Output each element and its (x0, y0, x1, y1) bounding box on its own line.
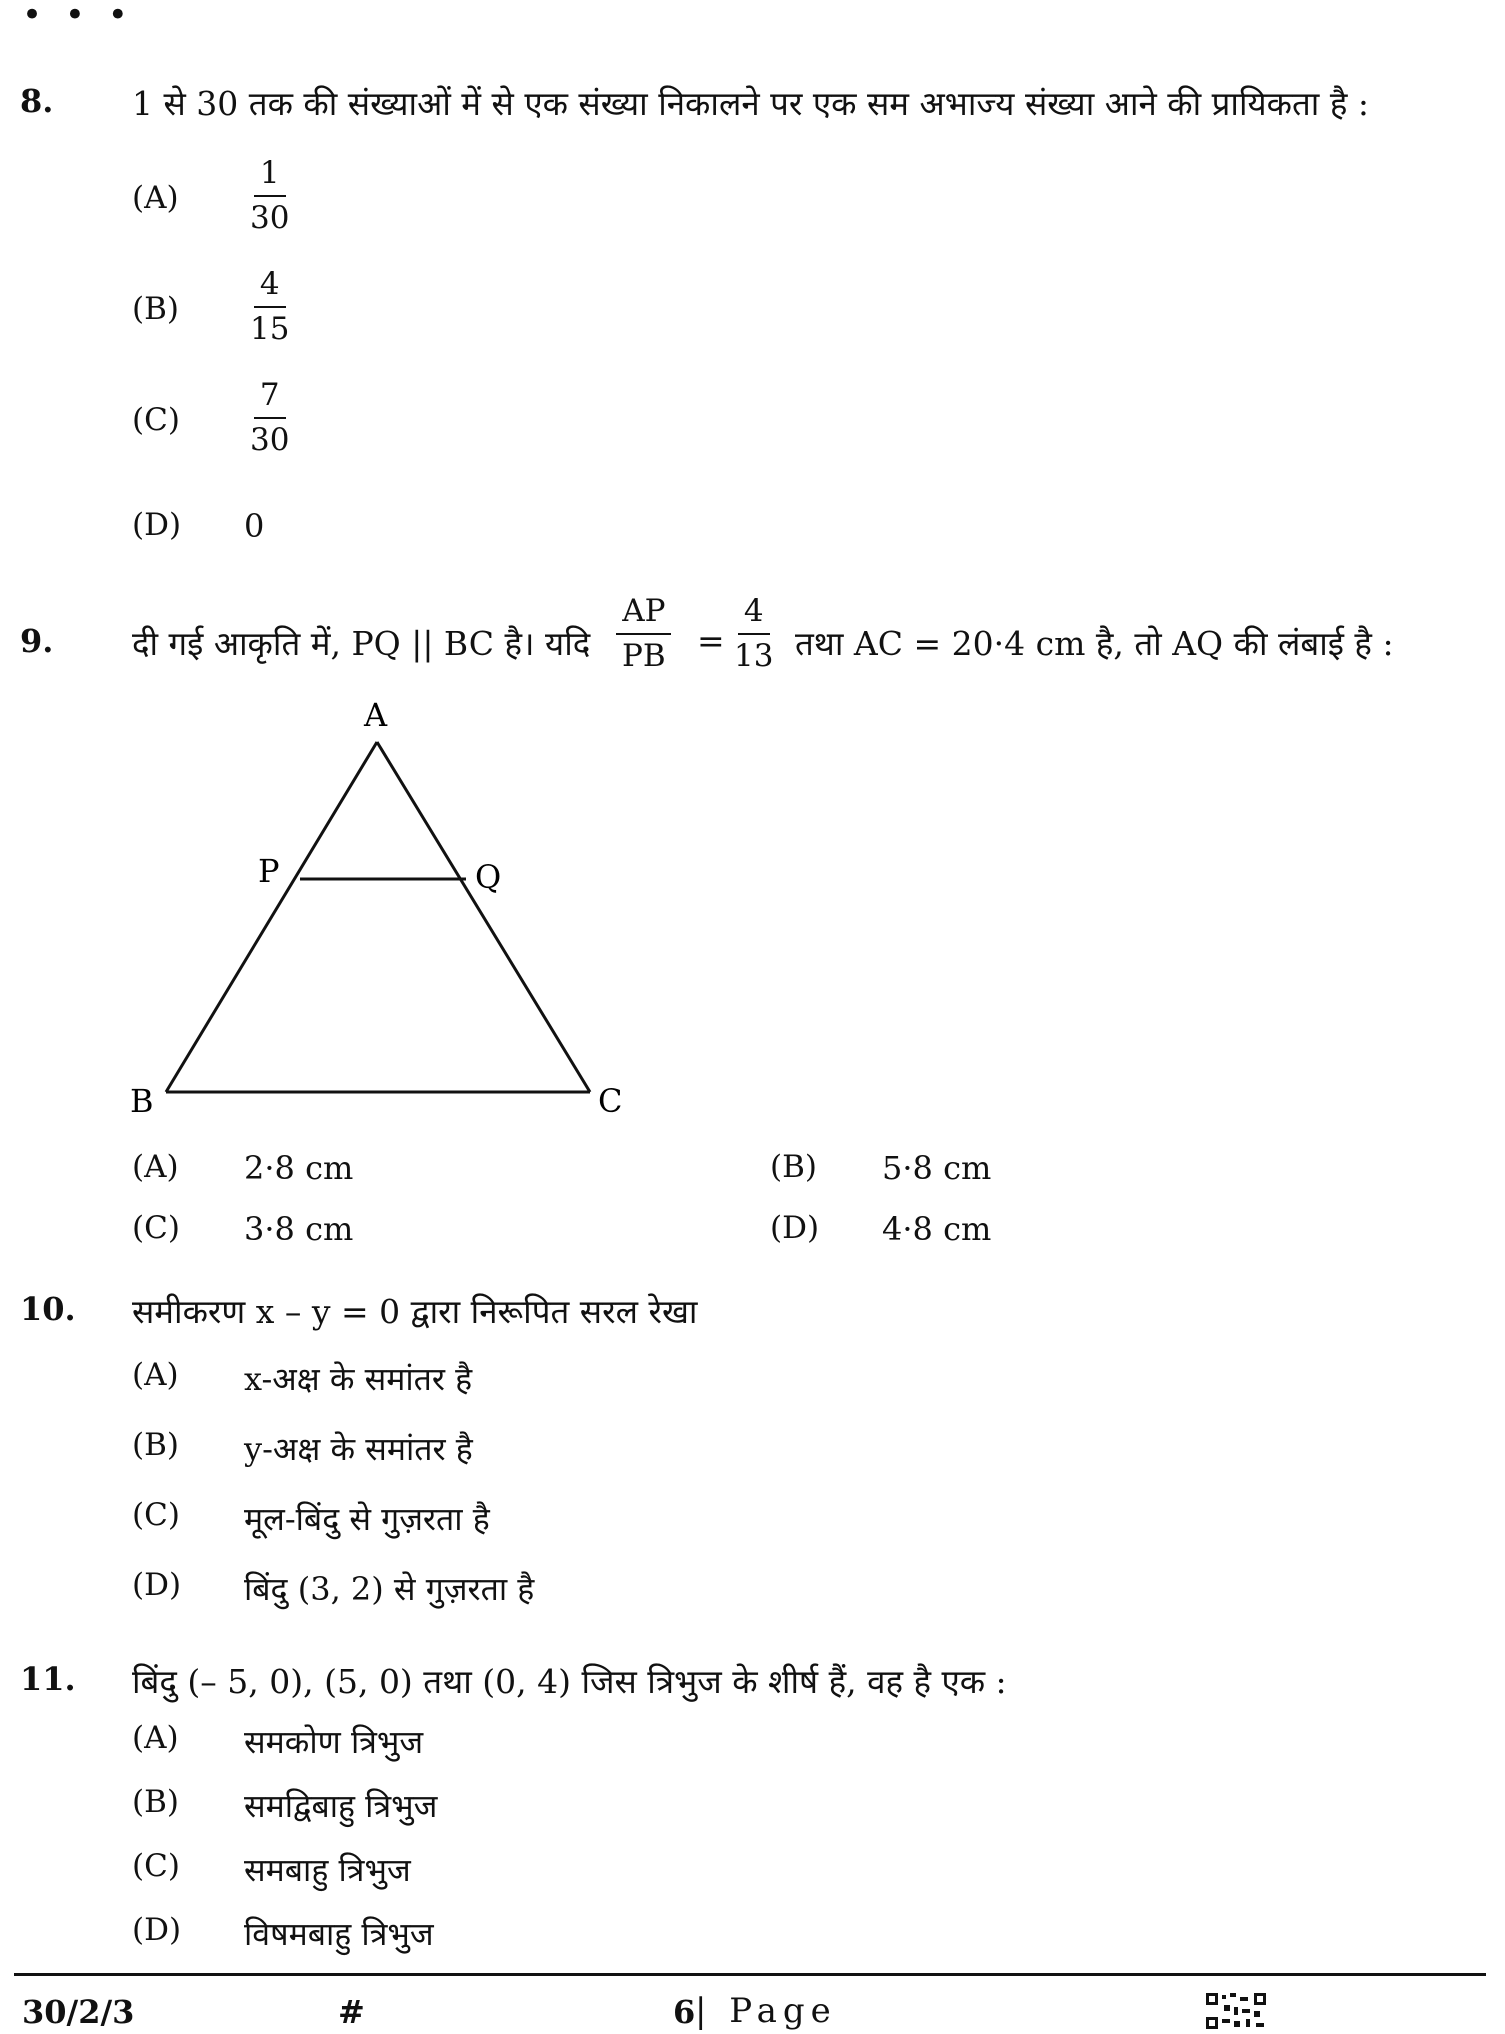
q8-option-b-label: (B) (132, 291, 179, 327)
q9-option-d-value: 4·8 cm (882, 1210, 992, 1248)
footer-paper-code: 30/2/3 (22, 1993, 135, 2031)
footer-hash: # (338, 1993, 365, 2031)
q8-option-a-label: (A) (132, 180, 179, 216)
question-10-text: समीकरण x – y = 0 द्वारा निरूपित सरल रेखा (132, 1292, 698, 1331)
q11-option-c-label: (C) (132, 1848, 180, 1884)
q8-option-d-label: (D) (132, 507, 182, 543)
question-11-number: 11. (20, 1660, 76, 1698)
side-ac (377, 742, 590, 1092)
q8-option-b-numerator: 4 (254, 269, 286, 308)
q11-option-d-label: (D) (132, 1912, 182, 1948)
side-ab (166, 742, 377, 1092)
q10-option-a-value: x-अक्ष के समांतर है (244, 1360, 473, 1398)
question-8-text: 1 से 30 तक की संख्याओं में से एक संख्या निकालने पर एक सम अभाज्य संख्या आने की प्रायिकता है : (132, 84, 1369, 123)
q9-ratio-numerator: AP (616, 596, 671, 635)
q8-option-c-label: (C) (132, 402, 180, 438)
q9-option-a-value: 2·8 cm (244, 1149, 354, 1187)
q8-option-c-numerator: 7 (254, 380, 286, 419)
q9-option-b-label: (B) (770, 1149, 817, 1185)
q11-option-b-label: (B) (132, 1784, 179, 1820)
q11-option-a-value: समकोण त्रिभुज (244, 1723, 424, 1761)
question-9-text-before: दी गई आकृति में, PQ || BC है। यदि (132, 624, 591, 663)
q8-option-a-numerator: 1 (254, 158, 286, 197)
q10-option-b-label: (B) (132, 1427, 179, 1463)
triangle-figure (120, 690, 640, 1130)
q9-option-b-value: 5·8 cm (882, 1149, 992, 1187)
q9-option-c-label: (C) (132, 1210, 180, 1246)
vertex-label-c: C (598, 1082, 623, 1120)
q10-option-d-value: बिंदु (3, 2) से गुज़रता है (244, 1570, 535, 1608)
question-8-number: 8. (20, 82, 54, 120)
q8-option-b-fraction (244, 266, 295, 347)
q9-ratio-denominator: PB (622, 638, 666, 674)
q8-option-a-fraction (244, 155, 295, 236)
q8-option-b-denominator: 15 (250, 311, 290, 347)
q10-option-c-value: मूल-बिंदु से गुज़रता है (244, 1500, 490, 1538)
q9-option-a-label: (A) (132, 1149, 179, 1185)
q10-option-a-label: (A) (132, 1357, 179, 1393)
q8-option-d-value: 0 (244, 507, 265, 545)
header-dots: • • • (22, 0, 134, 35)
q10-option-b-value: y-अक्ष के समांतर है (244, 1430, 473, 1468)
vertex-label-q: Q (475, 858, 502, 896)
q8-option-c-fraction (244, 377, 295, 458)
q9-value-fraction (728, 593, 779, 674)
question-9-text-after: तथा AC = 20·4 cm है, तो AQ की लंबाई है : (795, 624, 1394, 663)
q8-option-a-denominator: 30 (250, 200, 290, 236)
q9-option-c-value: 3·8 cm (244, 1210, 354, 1248)
question-11-text: बिंदु (– 5, 0), (5, 0) तथा (0, 4) जिस त्रिभुज के शीर्ष हैं, वह है एक : (132, 1662, 1007, 1701)
question-9-number: 9. (20, 622, 54, 660)
footer-divider (14, 1973, 1486, 1976)
q10-option-d-label: (D) (132, 1567, 182, 1603)
q10-option-c-label: (C) (132, 1497, 180, 1533)
footer-page-text: | Page (695, 1991, 837, 2031)
q11-option-c-value: समबाहु त्रिभुज (244, 1851, 411, 1889)
q9-value-numerator: 4 (738, 596, 770, 635)
q11-option-a-label: (A) (132, 1720, 179, 1756)
footer-page-number: 6 (673, 1993, 696, 2031)
q9-ratio-fraction (616, 593, 672, 674)
question-10-number: 10. (20, 1290, 76, 1328)
qr-code-icon (1206, 1993, 1266, 2029)
vertex-label-p: P (258, 852, 280, 890)
vertex-label-b: B (130, 1082, 154, 1120)
q9-equals-sign: = (697, 621, 725, 660)
q8-option-c-denominator: 30 (250, 422, 290, 458)
q11-option-d-value: विषमबाहु त्रिभुज (244, 1915, 434, 1953)
q11-option-b-value: समद्विबाहु त्रिभुज (244, 1787, 438, 1825)
q9-value-denominator: 13 (734, 638, 774, 674)
vertex-label-a: A (364, 696, 388, 734)
q9-option-d-label: (D) (770, 1210, 820, 1246)
